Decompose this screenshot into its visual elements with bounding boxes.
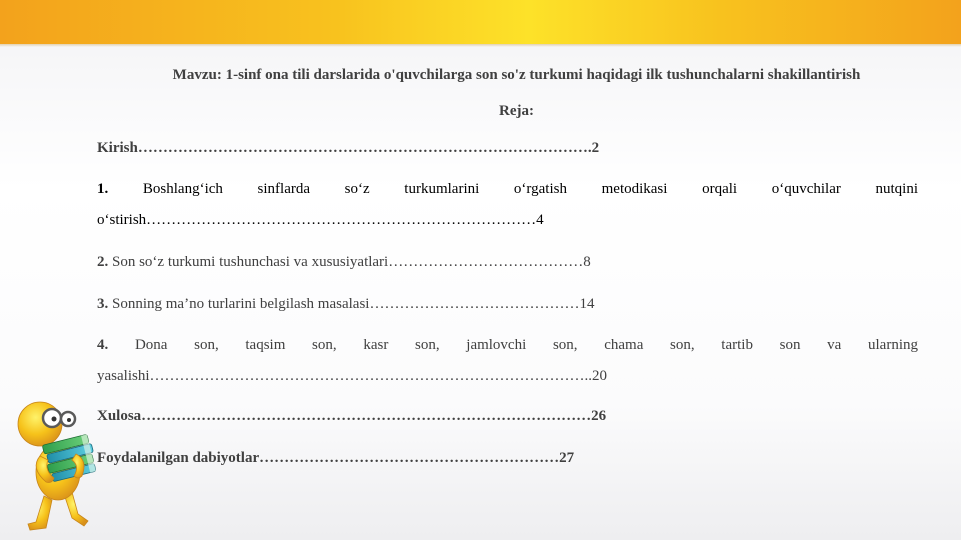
toc-item-number: 2. (97, 254, 109, 270)
toc-item-number: 4. (97, 337, 109, 353)
yellow-character-with-books-icon (6, 396, 111, 534)
toc-item-xulosa (97, 405, 918, 427)
document-title: Mavzu: 1-sinf ona tili darslarida o'quvchilarga son so'z turkumi haqidagi ilk tushunchalarni shakillantirish (172, 67, 861, 83)
toc-item-adabiyotlar (97, 447, 918, 469)
toc-item-text: Xulosa………………………………………………………………………………26 (97, 408, 607, 424)
toc-item-3 (97, 293, 918, 315)
toc-item-text: Son so‘z turkumi tushunchasi va xususiyatlari…………………………………8 (112, 254, 591, 270)
slide-content (97, 60, 918, 469)
toc-item-text: Foydalanilgan dabiyotlar……………………………………………………27 (97, 450, 575, 466)
toc-item-2 (97, 251, 918, 273)
plan-heading: Reja: (499, 103, 534, 119)
toc-item-text: Kirish……………………………………………………………………………….2 (97, 140, 600, 156)
toc-item-number: 1. (97, 181, 109, 197)
toc-item-text: Sonning ma’no turlarini belgilash masalasi……………………………………14 (112, 296, 595, 312)
toc-item-number: 3. (97, 296, 109, 312)
toc-item-text: Dona son, taqsim son, kasr son, jamlovchi son, chama son, tartib son va ularning yasalishi……………………………………………………………………………..20 (97, 337, 918, 384)
toc-item-kirish (97, 137, 918, 159)
toc-item-text: Boshlang‘ich sinflarda so‘z turkumlarini o‘rgatish metodikasi orqali o‘quvchilar nutqini o‘stirish……………………………………………………………………4 (97, 181, 919, 228)
top-accent-band (0, 0, 961, 44)
toc-item-4 (97, 330, 918, 392)
toc-item-1 (97, 174, 918, 236)
